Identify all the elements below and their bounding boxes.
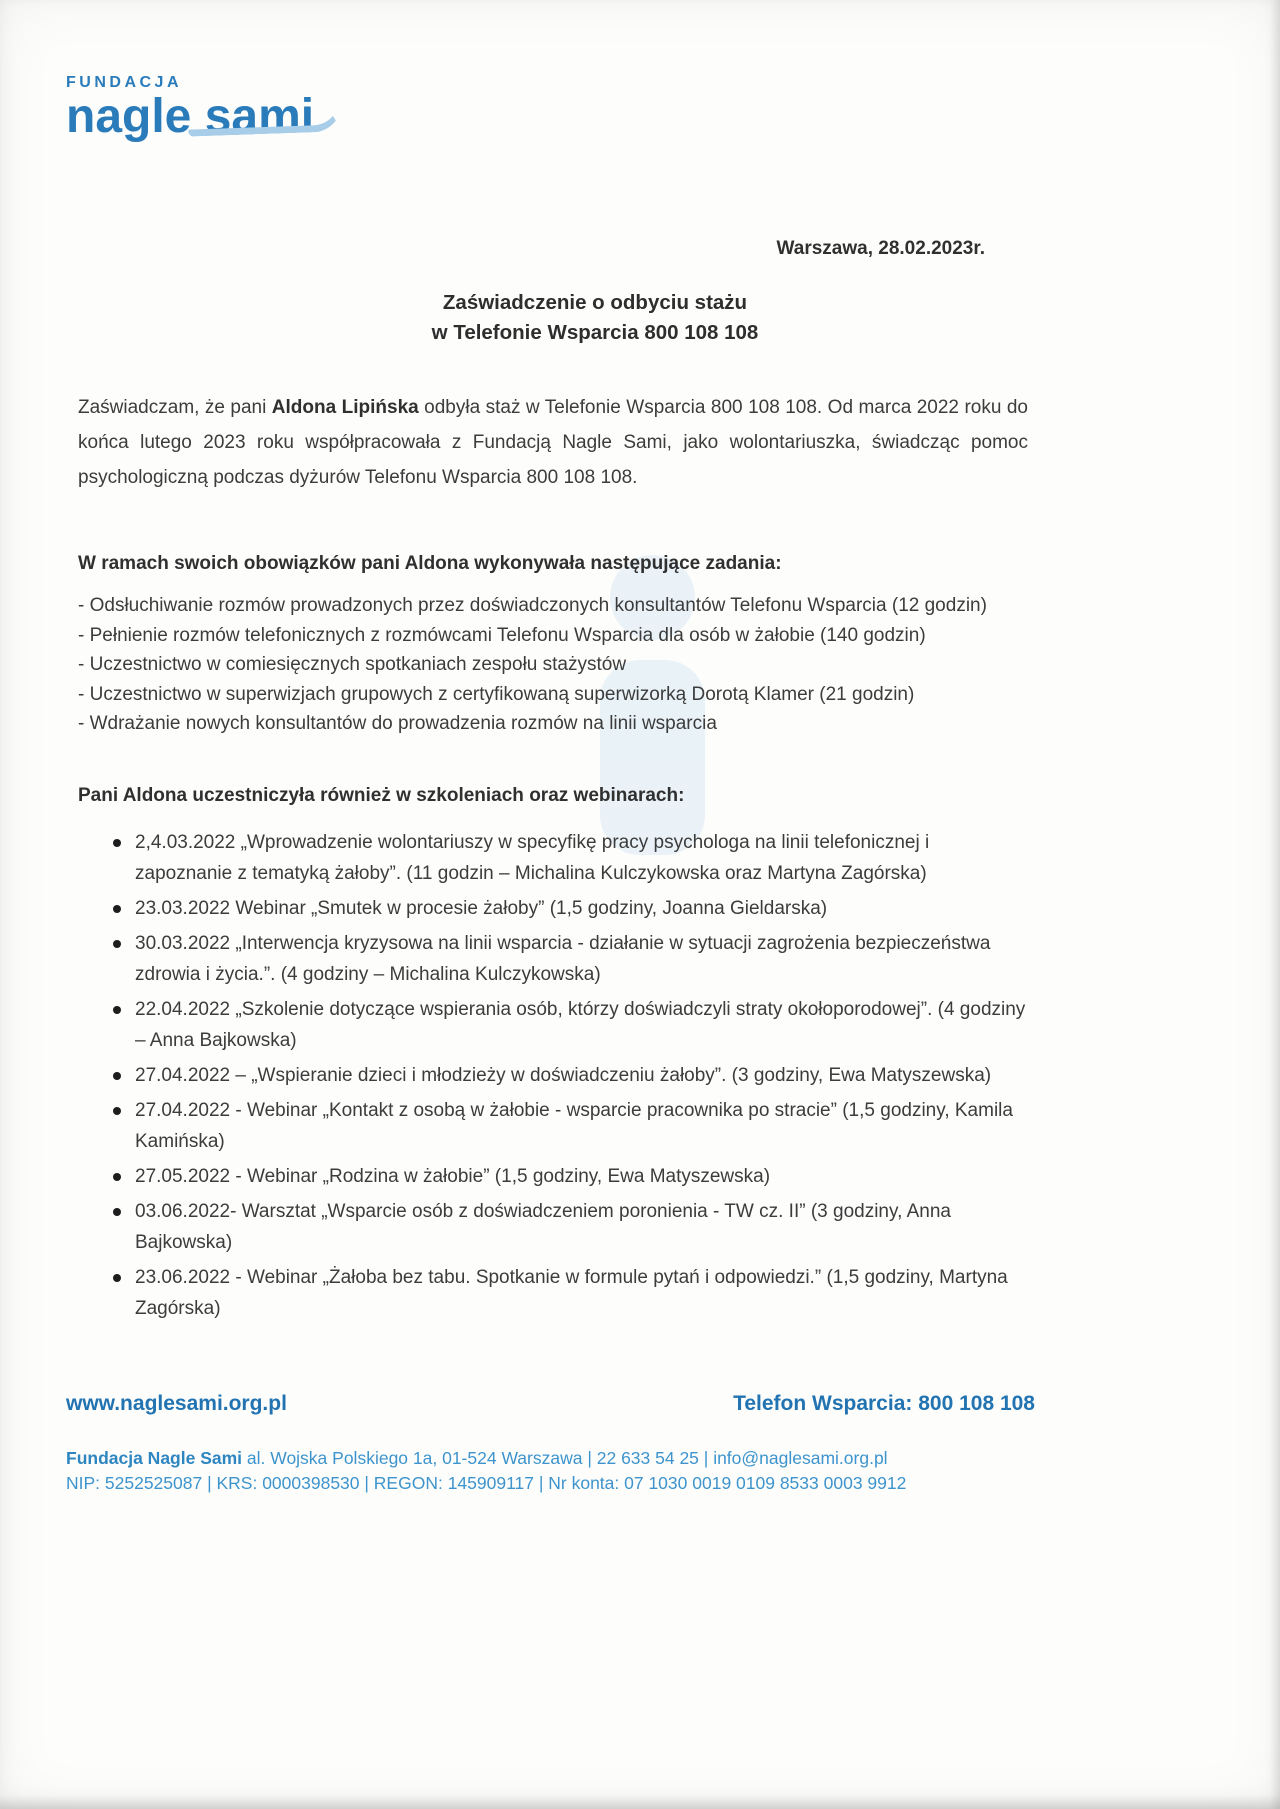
title-line-2: w Telefonie Wsparcia 800 108 108: [431, 321, 759, 344]
logo-fundacja-text: FUNDACJA: [66, 74, 182, 91]
training-item: 30.03.2022 „Interwencja kryzysowa na linii wsparcia - działanie w sytuacji zagrożenia bezpieczeństwa zdrowia i życia.”. (4 godziny – Michalina Kulczykowska): [113, 928, 1028, 990]
document-body: [78, 390, 1028, 1328]
intro-person-name: Aldona Lipińska: [271, 397, 419, 418]
footer-support-phone: Telefon Wsparcia: 800 108 108: [733, 1392, 1035, 1415]
logo-name-label: nagle sami: [66, 90, 315, 143]
task-item: - Odsłuchiwanie rozmów prowadzonych przez doświadczonych konsultantów Telefonu Wsparcia (12 godzin): [78, 595, 987, 616]
intro-part2: odbyła staż w Telefonie Wsparcia 800 108 108. Od marca 2022 roku do końca lutego 2023 roku współpracowała z Fundacją Nagle Sami, jako wolontariuszka, świadcząc pomoc psychologiczną podczas dyżurów Telefonu Wsparcia 800 108 108.: [78, 397, 1029, 488]
tasks-heading: W ramach swoich obowiązków pani Aldona wykonywała następujące zadania:: [78, 553, 782, 574]
training-item: 2,4.03.2022 „Wprowadzenie wolontariuszy w specyfikę pracy psychologa na linii telefonicznej i zapoznanie z tematyką żałoby”. (11 godzin – Michalina Kulczykowska oraz Martyna Zagórska): [113, 827, 1028, 889]
intro-part1: Zaświadczam, że pani: [78, 397, 272, 418]
document-date: Warszawa, 28.02.2023r.: [776, 238, 985, 259]
logo-naglesami-text: [66, 92, 314, 142]
foundation-logo: [66, 74, 314, 142]
training-item: 03.06.2022- Warsztat „Wsparcie osób z doświadczeniem poronienia - TW cz. II” (3 godziny, Anna Bajkowska): [113, 1196, 1028, 1258]
scan-edge-bottom: [0, 1795, 1280, 1809]
trainings-list: [78, 827, 1028, 1324]
scan-edge-right: [1270, 0, 1280, 1809]
training-item: 27.05.2022 - Webinar „Rodzina w żałobie” (1,5 godziny, Ewa Matyszewska): [113, 1161, 1028, 1192]
footer-address-line: [66, 1446, 1035, 1471]
footer-website: www.naglesami.org.pl: [66, 1392, 287, 1415]
trainings-heading: Pani Aldona uczestniczyła również w szkoleniach oraz webinarach:: [78, 784, 685, 806]
tasks-list: [78, 591, 1028, 739]
training-item: 22.04.2022 „Szkolenie dotyczące wspierania osób, którzy doświadczyli straty okołoporodowej”. (4 godziny – Anna Bajkowska): [113, 994, 1028, 1056]
task-item: - Uczestnictwo w comiesięcznych spotkaniach zespołu stażystów: [78, 654, 627, 675]
training-item: 23.03.2022 Webinar „Smutek w procesie żałoby” (1,5 godziny, Joanna Gieldarska): [113, 893, 1028, 924]
logo-swoosh-icon: [188, 103, 343, 137]
footer-address-rest: al. Wojska Polskiego 1a, 01-524 Warszawa | 22 633 54 25 | info@naglesami.org.pl: [242, 1448, 888, 1468]
training-item: 27.04.2022 – „Wspieranie dzieci i młodzieży w doświadczeniu żałoby”. (3 godziny, Ewa Matyszewska): [113, 1060, 1028, 1091]
document-footer: [66, 1392, 1035, 1496]
task-item: - Pełnienie rozmów telefonicznych z rozmówcami Telefonu Wsparcia dla osób w żałobie (140 godzin): [78, 624, 926, 646]
intro-paragraph: [78, 390, 1028, 495]
task-item: - Uczestnictwo w superwizjach grupowych z certyfikowaną superwizorką Dorotą Klamer (21 godzin): [78, 683, 915, 705]
document-title: [0, 288, 1190, 348]
footer-registry-line: NIP: 5252525087 | KRS: 0000398530 | REGON: 145909117 | Nr konta: 07 1030 0019 0109 8533 0003 9912: [66, 1473, 907, 1493]
task-item: - Wdrażanie nowych konsultantów do prowadzenia rozmów na linii wsparcia: [78, 713, 717, 734]
footer-org-name: Fundacja Nagle Sami: [66, 1448, 243, 1468]
training-item: 23.06.2022 - Webinar „Żałoba bez tabu. Spotkanie w formule pytań i odpowiedzi.” (1,5 godziny, Martyna Zagórska): [113, 1262, 1028, 1324]
training-item: 27.04.2022 - Webinar „Kontakt z osobą w żałobie - wsparcie pracownika po stracie” (1,5 godziny, Kamila Kamińska): [113, 1095, 1028, 1157]
title-line-1: Zaświadczenie o odbyciu stażu: [442, 291, 748, 314]
footer-row: [66, 1392, 1035, 1416]
